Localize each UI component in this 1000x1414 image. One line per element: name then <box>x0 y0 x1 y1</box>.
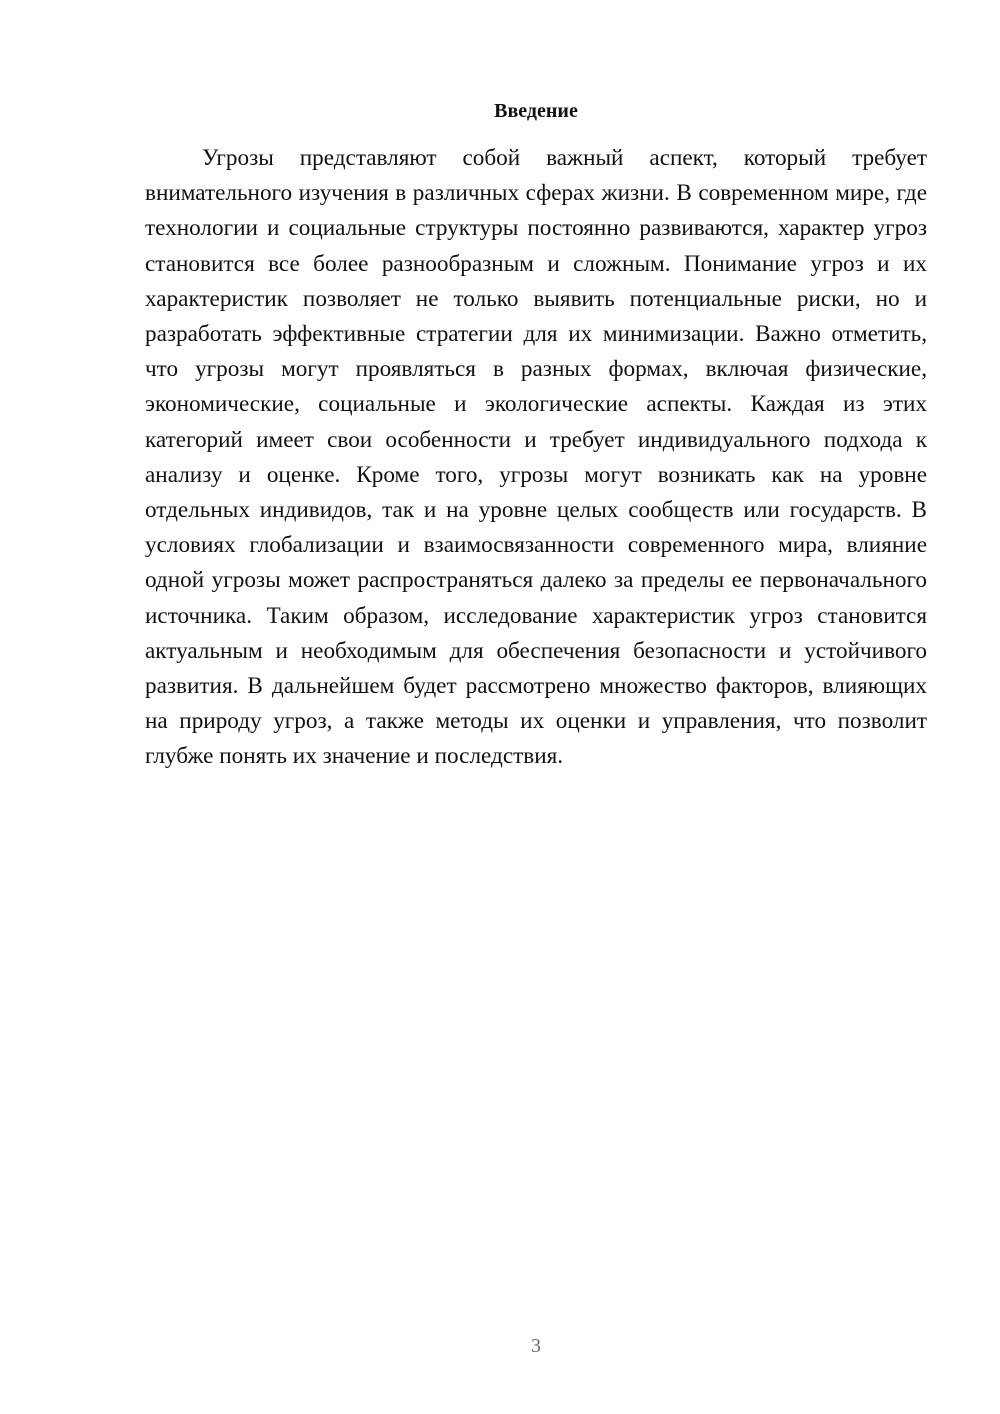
body-paragraph: Угрозы представляют собой важный аспект, который требует внимательного изучения в различных сферах жизни. В современном мире, где технологии и социальные структуры постоянно развиваются, характер угроз становится все более разнообразным и сложным. Понимание угроз и их характеристик позволяет не только выявить потенциальные риски, но и разработать эффективные стратегии для их минимизации. Важно отметить, что угрозы могут проявляться в разных формах, включая физические, экономические, социальные и экологические аспекты. Каждая из этих категорий имеет свои особенности и требует индивидуального подхода к анализу и оценке. Кроме того, угрозы могут возникать как на уровне отдельных индивидов, так и на уровне целых сообществ или государств. В условиях глобализации и взаимосвязанности современного мира, влияние одной угрозы может распространяться далеко за пределы ее первоначального источника. Таким образом, исследование характеристик угроз становится актуальным и необходимым для обеспечения безопасности и устойчивого развития. В дальнейшем будет рассмотрено множество факторов, влияющих на природу угроз, а также методы их оценки и управления, что позволит глубже понять их значение и последствия. <box>145 145 927 770</box>
section-heading: Введение <box>494 100 578 122</box>
page-number: 3 <box>531 1335 541 1357</box>
